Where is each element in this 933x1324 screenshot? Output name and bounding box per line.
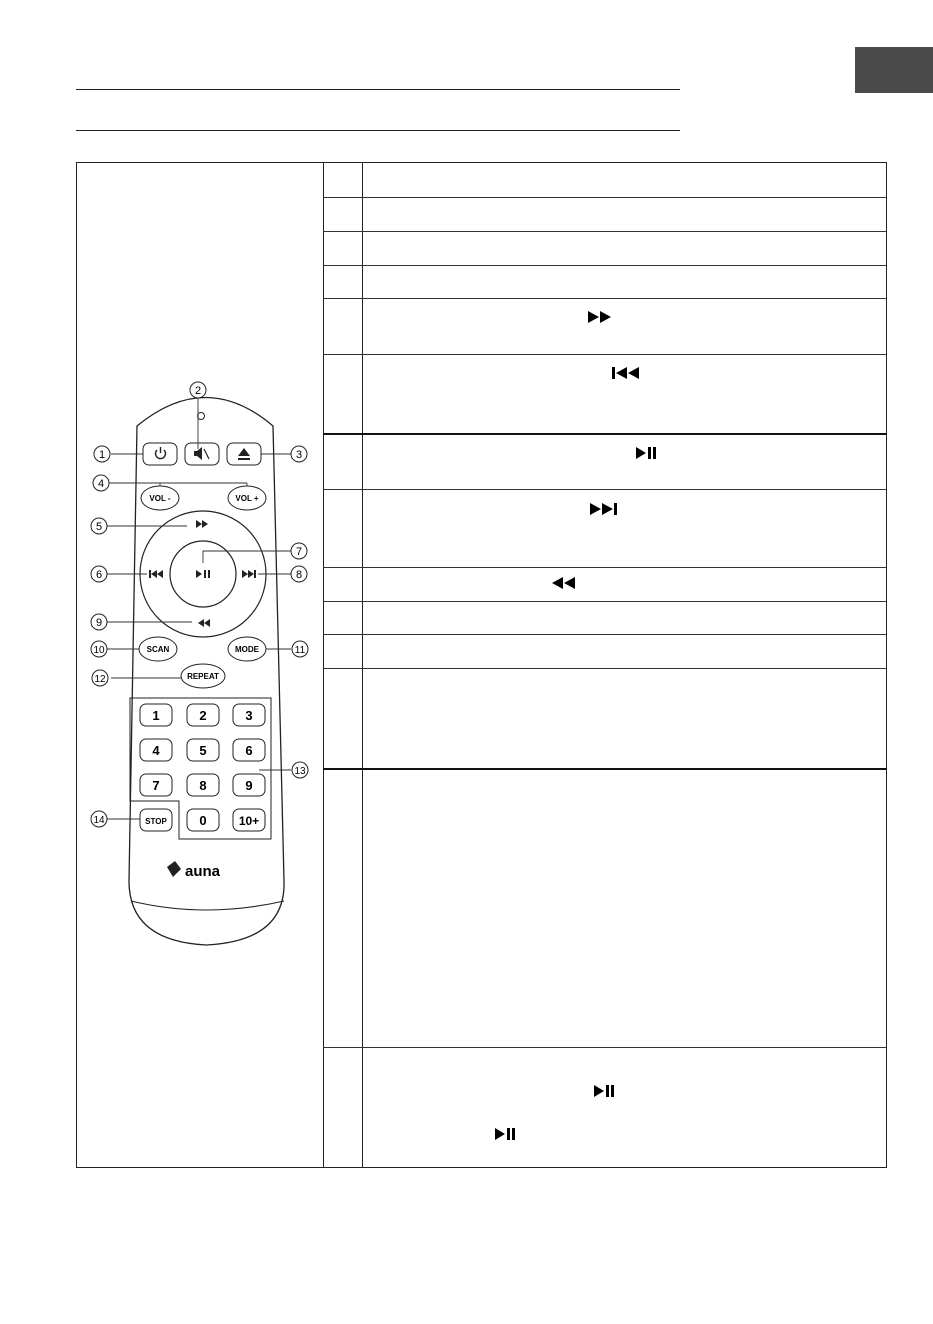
svg-text:1: 1 <box>152 708 160 723</box>
svg-text:2: 2 <box>199 708 207 723</box>
skip-previous-icon <box>611 366 641 380</box>
svg-text:0: 0 <box>199 813 207 828</box>
svg-text:VOL +: VOL + <box>235 494 259 503</box>
svg-text:13: 13 <box>294 766 306 777</box>
row-separator <box>323 601 887 602</box>
svg-text:3: 3 <box>245 708 253 723</box>
row-separator <box>323 489 887 490</box>
svg-text:REPEAT: REPEAT <box>187 672 219 681</box>
row-separator <box>323 231 887 232</box>
svg-text:MODE: MODE <box>235 645 259 654</box>
fast-forward-icon <box>587 310 613 324</box>
row-separator <box>323 668 887 669</box>
skip-next-icon <box>589 502 619 516</box>
row-separator <box>323 265 887 266</box>
stop-button <box>140 809 172 831</box>
svg-text:auna: auna <box>185 863 221 880</box>
svg-text:4: 4 <box>152 743 160 758</box>
svg-text:VOL -: VOL - <box>149 494 171 503</box>
row-separator <box>323 634 887 635</box>
row-separator <box>323 768 887 770</box>
svg-text:11: 11 <box>294 645 306 656</box>
play-pause-icon <box>494 1127 516 1141</box>
play-pause-icon <box>635 446 657 460</box>
svg-text:7: 7 <box>295 546 303 558</box>
row-separator <box>323 354 887 355</box>
row-separator <box>323 197 887 198</box>
remote-control-illustration <box>77 163 323 1169</box>
svg-text:9: 9 <box>245 778 253 793</box>
remote-control-table <box>76 162 887 1168</box>
svg-text:8: 8 <box>295 569 303 581</box>
row-separator <box>323 433 887 435</box>
row-separator <box>323 1047 887 1048</box>
svg-text:2: 2 <box>194 385 202 397</box>
svg-text:9: 9 <box>95 617 103 629</box>
svg-text:12: 12 <box>94 674 106 685</box>
svg-text:1: 1 <box>98 449 106 461</box>
svg-text:4: 4 <box>97 478 105 490</box>
vol-plus-button <box>228 486 266 510</box>
header-rule-bottom <box>76 130 680 131</box>
play-pause-icon <box>593 1084 615 1098</box>
svg-text:14: 14 <box>93 815 105 826</box>
header-rule-top <box>76 89 680 90</box>
svg-text:10: 10 <box>93 645 105 656</box>
mode-button <box>228 637 266 661</box>
language-tab <box>855 47 933 93</box>
eject-button <box>227 443 261 465</box>
svg-text:5: 5 <box>95 521 103 533</box>
svg-text:10+: 10+ <box>238 814 260 828</box>
svg-text:SCAN: SCAN <box>146 645 170 654</box>
rewind-icon <box>551 576 577 590</box>
mute-button <box>185 443 219 465</box>
svg-text:6: 6 <box>245 743 253 758</box>
number-column-divider <box>362 163 363 1167</box>
svg-text:STOP: STOP <box>145 817 167 826</box>
row-separator <box>323 567 887 568</box>
image-column-divider <box>323 163 324 1167</box>
svg-text:6: 6 <box>95 569 103 581</box>
scan-button <box>139 637 177 661</box>
svg-text:5: 5 <box>199 743 207 758</box>
svg-text:8: 8 <box>199 778 207 793</box>
row-separator <box>323 298 887 299</box>
svg-text:7: 7 <box>152 778 160 793</box>
power-button <box>143 443 177 465</box>
vol-minus-button <box>141 486 179 510</box>
repeat-button <box>181 664 225 688</box>
svg-text:3: 3 <box>295 449 303 461</box>
